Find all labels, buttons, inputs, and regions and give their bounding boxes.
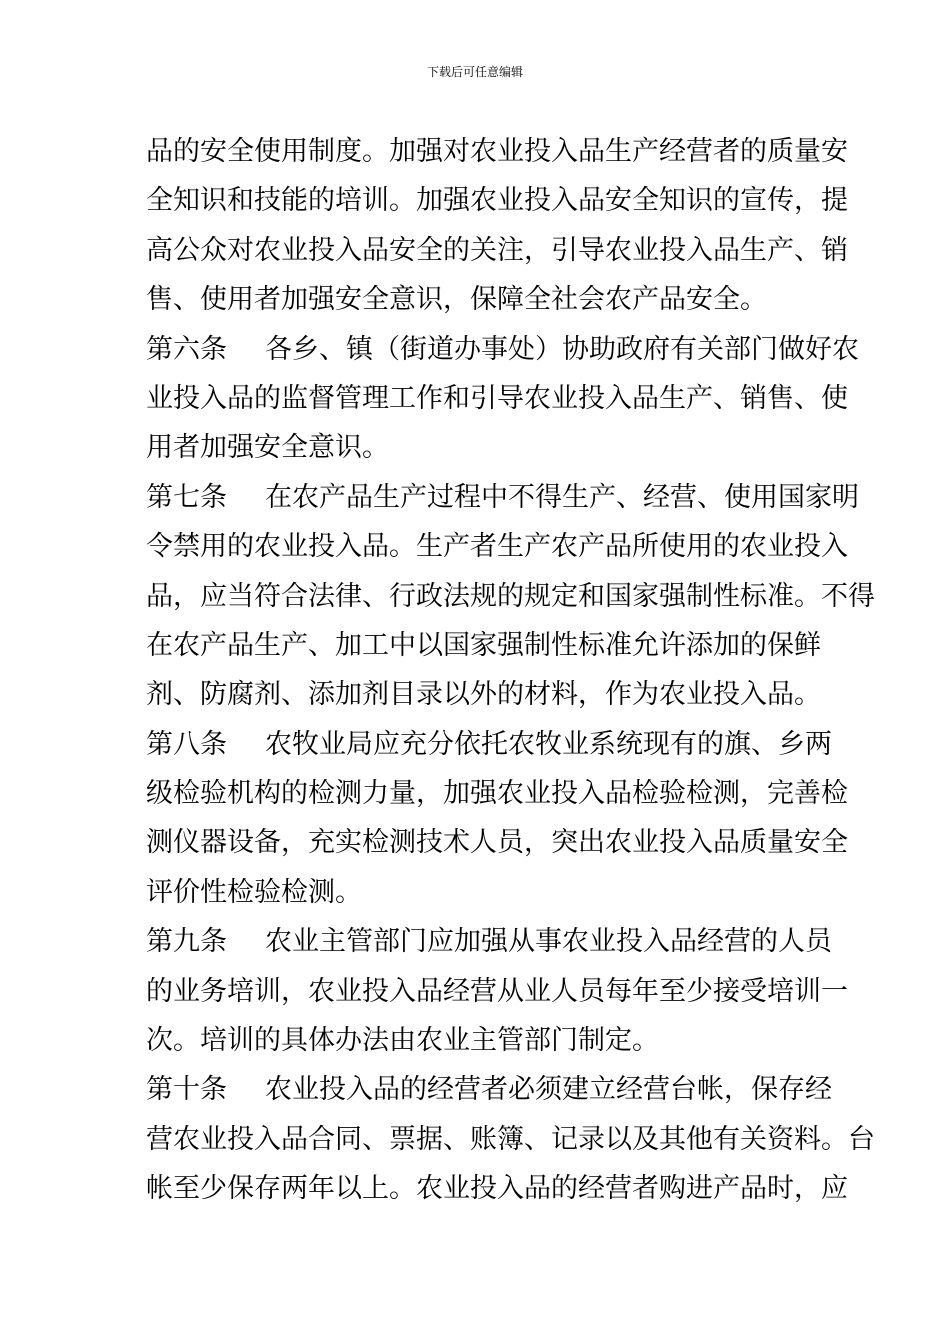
body-line: 售、使用者加强安全意识，保障全社会农产品安全。	[146, 284, 767, 316]
body-line: 用者加强安全意识。	[146, 432, 389, 464]
body-line: 品，应当符合法律、行政法规的规定和国家强制性标准。不得	[146, 580, 875, 612]
article-text: 在农产品生产过程中不得生产、经营、使用国家明	[265, 481, 859, 513]
body-line: 营农业投入品合同、票据、账簿、记录以及其他有关资料。台	[146, 1123, 875, 1155]
body-line: 在农产品生产、加工中以国家强制性标准允许添加的保鲜	[146, 629, 821, 661]
body-line: 品的安全使用制度。加强对农业投入品生产经营者的质量安	[146, 136, 848, 167]
article-first-line	[146, 720, 832, 769]
article-number: 第八条	[146, 728, 227, 760]
article-first-line	[146, 473, 859, 522]
article-first-line	[146, 325, 859, 374]
article-text: 农业主管部门应加强从事农业投入品经营的人员	[265, 926, 832, 958]
body-line: 测仪器设备，充实检测技术人员，突出农业投入品质量安全	[146, 827, 848, 859]
body-line: 帐至少保存两年以上。农业投入品的经营者购进产品时，应	[146, 1173, 848, 1205]
body-line: 评价性检验检测。	[146, 876, 362, 908]
article-number: 第九条	[146, 926, 227, 958]
article-first-line	[146, 1065, 832, 1114]
article-first-line	[146, 917, 832, 966]
article-text: 农业投入品的经营者必须建立经营台帐，保存经	[265, 1074, 832, 1106]
article-number: 第七条	[146, 481, 227, 513]
body-line: 剂、防腐剂、添加剂目录以外的材料，作为农业投入品。	[146, 679, 821, 711]
article-text: 农牧业局应充分依托农牧业系统现有的旗、乡两	[265, 728, 832, 760]
article-number: 第六条	[146, 333, 227, 365]
article-number: 第十条	[146, 1074, 227, 1106]
document-body	[146, 127, 875, 1214]
body-line: 的业务培训，农业投入品经营从业人员每年至少接受培训一	[146, 975, 848, 1007]
body-line: 级检验机构的检测力量，加强农业投入品检验检测，完善检	[146, 778, 848, 810]
body-line: 业投入品的监督管理工作和引导农业投入品生产、销售、使	[146, 382, 848, 414]
article-text: 各乡、镇（街道办事处）协助政府有关部门做好农	[265, 333, 859, 365]
page-header: 下载后可任意编辑	[426, 65, 523, 79]
body-line: 高公众对农业投入品安全的关注，引导农业投入品生产、销	[146, 234, 848, 266]
body-line: 全知识和技能的培训。加强农业投入品安全知识的宣传，提	[146, 185, 848, 217]
body-line: 次。培训的具体办法由农业主管部门制定。	[146, 1025, 659, 1057]
body-line: 令禁用的农业投入品。生产者生产农产品所使用的农业投入	[146, 531, 848, 563]
